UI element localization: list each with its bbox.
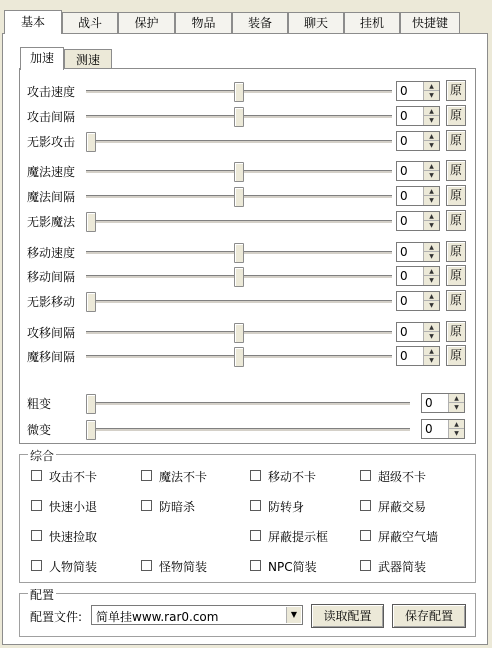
speed-row: [0, 290, 492, 312]
speed-value-spinner[interactable]: [396, 322, 440, 342]
reset-button[interactable]: 原: [446, 130, 466, 151]
config-group-title: 配置: [30, 588, 55, 602]
checkbox-box[interactable]: [31, 470, 42, 481]
tab-hotkeys[interactable]: 快捷键: [400, 12, 460, 33]
speed-value: 0: [400, 325, 408, 339]
tab-equipment[interactable]: 装备: [232, 12, 288, 33]
checkbox-box[interactable]: [250, 470, 261, 481]
speed-row: [0, 80, 492, 102]
subtab-accelerate[interactable]: 加速: [20, 47, 64, 70]
save-config-button[interactable]: 保存配置: [392, 604, 466, 628]
checkbox-label: 屏蔽空气墙: [378, 530, 439, 544]
speed-slider[interactable]: [86, 140, 392, 144]
checkbox-box[interactable]: [360, 530, 371, 541]
speed-slider[interactable]: [86, 90, 392, 94]
speed-row-label: 魔法间隔: [27, 190, 76, 204]
speed-row-label: 无影移动: [27, 295, 76, 309]
spinner-buttons: [423, 132, 439, 150]
spinner-buttons: [423, 243, 439, 261]
spin-down-icon[interactable]: ▼: [448, 429, 464, 438]
spin-down-icon[interactable]: ▼: [423, 332, 439, 341]
checkbox-box[interactable]: [250, 530, 261, 541]
tab-afk[interactable]: 挂机: [344, 12, 400, 33]
checkbox-label: 快速小退: [49, 500, 98, 514]
spin-down-icon[interactable]: ▼: [423, 196, 439, 205]
speed-value-spinner[interactable]: [396, 211, 440, 231]
spinner-buttons: [423, 267, 439, 285]
speed-slider[interactable]: [86, 331, 392, 335]
spin-up-icon[interactable]: ▲: [448, 420, 464, 429]
slider-thumb[interactable]: [234, 347, 244, 367]
speed-row-label: 移动间隔: [27, 270, 76, 284]
spin-up-icon[interactable]: ▲: [448, 394, 464, 403]
speed-value: 0: [400, 84, 408, 98]
checkbox-label: 魔法不卡: [159, 470, 208, 484]
checkbox-box[interactable]: [31, 530, 42, 541]
speed-row-label: 攻移间隔: [27, 326, 76, 340]
slider-thumb[interactable]: [234, 323, 244, 343]
checkbox-label: 防暗杀: [159, 500, 196, 514]
spinner-buttons: [423, 347, 439, 365]
variation-slider[interactable]: [86, 428, 410, 432]
spinner-buttons: [423, 292, 439, 310]
speed-value-spinner[interactable]: [396, 161, 440, 181]
checkbox-box[interactable]: [250, 560, 261, 571]
spinner-buttons: [448, 420, 464, 438]
speed-row-label: 攻击间隔: [27, 110, 76, 124]
tab-basic[interactable]: 基本: [4, 10, 62, 34]
chevron-down-icon[interactable]: ▼: [286, 607, 301, 623]
spinner-buttons: [423, 162, 439, 180]
variation-value: 0: [425, 396, 433, 410]
reset-button[interactable]: 原: [446, 185, 466, 206]
spinner-buttons: [423, 107, 439, 125]
slider-thumb[interactable]: [86, 420, 96, 440]
checkbox-label: 移动不卡: [268, 470, 317, 484]
checkbox-box[interactable]: [141, 560, 152, 571]
speed-value-spinner[interactable]: [396, 242, 440, 262]
reset-button[interactable]: 原: [446, 105, 466, 126]
speed-value-spinner[interactable]: [396, 291, 440, 311]
spin-down-icon[interactable]: ▼: [423, 171, 439, 180]
spinner-buttons: [423, 187, 439, 205]
slider-thumb[interactable]: [234, 107, 244, 127]
speed-value: 0: [400, 214, 408, 228]
spin-down-icon[interactable]: ▼: [448, 403, 464, 412]
checkbox-label: 怪物简装: [159, 560, 208, 574]
speed-row-label: 魔移间隔: [27, 350, 76, 364]
checkbox-label: 快速捡取: [49, 530, 98, 544]
tab-combat[interactable]: 战斗: [62, 12, 118, 33]
spin-up-icon[interactable]: ▲: [423, 212, 439, 221]
reset-button[interactable]: 原: [446, 80, 466, 101]
checkbox-label: 屏蔽提示框: [268, 530, 329, 544]
checkbox-label: NPC简装: [268, 560, 317, 574]
tab-chat[interactable]: 聊天: [288, 12, 344, 33]
slider-thumb[interactable]: [234, 243, 244, 263]
spinner-buttons: [423, 212, 439, 230]
reset-button[interactable]: 原: [446, 210, 466, 231]
speed-slider[interactable]: [86, 220, 392, 224]
speed-value: 0: [400, 164, 408, 178]
spin-down-icon[interactable]: ▼: [423, 252, 439, 261]
spin-up-icon[interactable]: ▲: [423, 82, 439, 91]
slider-thumb[interactable]: [86, 292, 96, 312]
checkbox-label: 超级不卡: [378, 470, 427, 484]
speed-row: [0, 210, 492, 232]
checkbox-label: 屏蔽交易: [378, 500, 427, 514]
checkbox-label: 攻击不卡: [49, 470, 98, 484]
spin-up-icon[interactable]: ▲: [423, 162, 439, 171]
spin-up-icon[interactable]: ▲: [423, 323, 439, 332]
spin-up-icon[interactable]: ▲: [423, 243, 439, 252]
variation-row: [0, 392, 492, 414]
checkbox-box[interactable]: [31, 500, 42, 511]
speed-slider[interactable]: [86, 251, 392, 255]
speed-value-spinner[interactable]: [396, 81, 440, 101]
speed-row-label: 移动速度: [27, 246, 76, 260]
reset-button[interactable]: 原: [446, 290, 466, 311]
speed-value: 0: [400, 349, 408, 363]
checkbox-box[interactable]: [141, 500, 152, 511]
main-tab-bar: [0, 12, 492, 34]
speed-value-spinner[interactable]: [396, 266, 440, 286]
speed-row: [0, 185, 492, 207]
spin-down-icon[interactable]: ▼: [423, 91, 439, 100]
spin-down-icon[interactable]: ▼: [423, 356, 439, 365]
checkbox-box[interactable]: [360, 560, 371, 571]
speed-row-label: 无影攻击: [27, 135, 76, 149]
subtab-speed-test[interactable]: 测速: [64, 49, 112, 69]
reset-button[interactable]: 原: [446, 241, 466, 262]
variation-value-spinner[interactable]: [421, 419, 465, 439]
spin-up-icon[interactable]: ▲: [423, 347, 439, 356]
checkbox-label: 武器简装: [378, 560, 427, 574]
spin-up-icon[interactable]: ▲: [423, 292, 439, 301]
speed-row: [0, 241, 492, 263]
speed-row: [0, 160, 492, 182]
speed-row-label: 无影魔法: [27, 215, 76, 229]
reset-button[interactable]: 原: [446, 265, 466, 286]
speed-value: 0: [400, 134, 408, 148]
spin-down-icon[interactable]: ▼: [423, 116, 439, 125]
tab-items[interactable]: 物品: [175, 12, 232, 33]
spin-up-icon[interactable]: ▲: [423, 107, 439, 116]
spinner-buttons: [448, 394, 464, 412]
variation-row-label: 粗变: [27, 397, 52, 411]
variation-slider[interactable]: [86, 402, 410, 406]
variation-row-label: 微变: [27, 423, 52, 437]
spin-up-icon[interactable]: ▲: [423, 187, 439, 196]
speed-slider[interactable]: [86, 300, 392, 304]
speed-value-spinner[interactable]: [396, 106, 440, 126]
slider-thumb[interactable]: [234, 162, 244, 182]
speed-value: 0: [400, 189, 408, 203]
reset-button[interactable]: 原: [446, 160, 466, 181]
checkbox-box[interactable]: [141, 470, 152, 481]
speed-value: 0: [400, 109, 408, 123]
tab-protect[interactable]: 保护: [118, 12, 175, 33]
reset-button[interactable]: 原: [446, 321, 466, 342]
checkbox-label: 人物简装: [49, 560, 98, 574]
checkbox-box[interactable]: [360, 500, 371, 511]
speed-slider[interactable]: [86, 195, 392, 199]
speed-value: 0: [400, 294, 408, 308]
speed-value-spinner[interactable]: [396, 346, 440, 366]
spin-up-icon[interactable]: ▲: [423, 132, 439, 141]
slider-thumb[interactable]: [234, 187, 244, 207]
checkbox-label: 防转身: [268, 500, 305, 514]
slider-thumb[interactable]: [234, 267, 244, 287]
spin-down-icon[interactable]: ▼: [423, 141, 439, 150]
speed-row: [0, 265, 492, 287]
checkbox-box[interactable]: [360, 470, 371, 481]
config-file-select[interactable]: [91, 605, 303, 625]
speed-slider[interactable]: [86, 355, 392, 359]
variation-value-spinner[interactable]: [421, 393, 465, 413]
speed-row: [0, 105, 492, 127]
load-config-button[interactable]: 读取配置: [311, 604, 384, 628]
speed-value: 0: [400, 269, 408, 283]
spinner-buttons: [423, 82, 439, 100]
speed-subtab-bar: [20, 47, 170, 69]
speed-value-spinner[interactable]: [396, 186, 440, 206]
slider-thumb[interactable]: [86, 394, 96, 414]
variation-row: [0, 418, 492, 440]
speed-slider[interactable]: [86, 115, 392, 119]
speed-row: [0, 321, 492, 343]
speed-row: [0, 130, 492, 152]
spin-down-icon[interactable]: ▼: [423, 301, 439, 310]
slider-thumb[interactable]: [234, 82, 244, 102]
slider-thumb[interactable]: [86, 212, 96, 232]
checkbox-box[interactable]: [250, 500, 261, 511]
speed-value: 0: [400, 245, 408, 259]
speed-row-label: 攻击速度: [27, 85, 76, 99]
speed-row: [0, 345, 492, 367]
speed-slider[interactable]: [86, 170, 392, 174]
config-file-value: 简单挂www.rar0.com: [96, 610, 219, 624]
spin-down-icon[interactable]: ▼: [423, 221, 439, 230]
checkbox-box[interactable]: [31, 560, 42, 571]
speed-slider[interactable]: [86, 275, 392, 279]
general-group-title: 综合: [30, 449, 55, 463]
config-file-label: 配置文件:: [30, 610, 83, 624]
speed-row-label: 魔法速度: [27, 165, 76, 179]
spinner-buttons: [423, 323, 439, 341]
slider-thumb[interactable]: [86, 132, 96, 152]
spin-down-icon[interactable]: ▼: [423, 276, 439, 285]
speed-value-spinner[interactable]: [396, 131, 440, 151]
variation-value: 0: [425, 422, 433, 436]
spin-up-icon[interactable]: ▲: [423, 267, 439, 276]
reset-button[interactable]: 原: [446, 345, 466, 366]
